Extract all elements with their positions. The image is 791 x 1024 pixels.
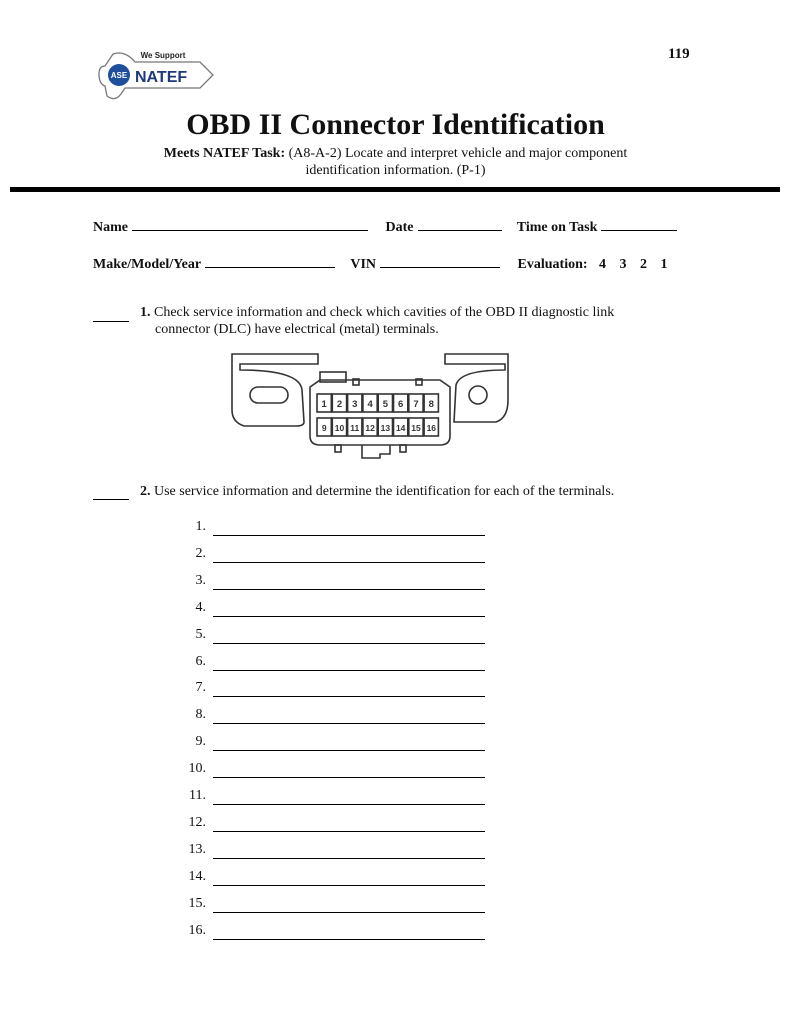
terminal-answer-line[interactable] [213,939,485,940]
connector-pin-number: 9 [321,423,327,433]
connector-pin-number: 3 [352,399,358,410]
connector-pin-number: 11 [350,423,360,433]
logo-tagline: We Support [140,51,186,60]
time-on-task-label: Time on Task [516,220,598,235]
terminal-answer-line[interactable] [213,696,485,697]
task-text: (A8-A-2) Locate and interpret vehicle and major component [288,146,628,161]
step-1-line-2: connector (DLC) have electrical (metal) terminals. [155,322,439,337]
task-label: Meets NATEF Task: [163,146,286,161]
terminal-answer-line[interactable] [213,723,485,724]
vehicle-row [93,253,668,273]
terminal-number: 8. [195,707,206,723]
date-field[interactable] [418,216,502,231]
terminal-number: 7. [195,680,206,696]
terminal-number: 9. [195,734,206,750]
vin-label: VIN [350,257,377,272]
task-line-2: identification information. (P-1) [305,163,486,178]
vin-field[interactable] [380,253,500,268]
step-1-number: 1. [140,305,151,320]
date-label: Date [385,220,414,235]
terminal-answer-line[interactable] [213,885,485,886]
score-2[interactable]: 2 [640,257,648,272]
score-3[interactable]: 3 [619,257,627,272]
terminal-answer-line[interactable] [213,804,485,805]
terminal-number: 3. [195,572,206,588]
terminal-number: 6. [195,653,206,669]
step-2-text: Use service information and determine the identification for each of the terminals. [154,484,615,499]
step-2-line-1 [140,484,614,500]
evaluation-label: Evaluation: [517,257,588,272]
terminal-number: 11. [189,788,206,803]
step-1-line-1 [140,305,614,321]
step-2-check-blank[interactable] [93,499,129,500]
terminal-number: 15. [188,895,206,911]
connector-pin-number: 6 [398,399,404,410]
step-2-number: 2. [140,484,151,499]
terminal-number: 1. [195,519,206,534]
score-1[interactable]: 1 [660,257,668,272]
terminal-number: 2. [195,545,206,561]
logo-brand: NATEF [135,69,188,86]
connector-pin-number: 12 [365,423,375,433]
step-1-text: Check service information and check which cavities of the OBD II diagnostic link [154,305,615,320]
name-label: Name [93,220,128,235]
terminal-answer-line[interactable] [213,589,485,590]
terminal-answer-line[interactable] [213,750,485,751]
time-on-task-field[interactable] [601,216,677,231]
ase-badge-text: ASE [110,71,128,80]
make-model-year-field[interactable] [205,253,335,268]
step-1-check-blank[interactable] [93,321,129,322]
name-field[interactable] [132,216,368,231]
terminal-answer-line[interactable] [213,616,485,617]
terminal-answer-line[interactable] [213,912,485,913]
terminal-number: 16. [188,922,206,938]
page-number: 119 [668,46,690,62]
name-row [93,216,677,236]
make-model-year-label: Make/Model/Year [93,257,202,272]
task-line-1 [0,146,791,162]
connector-pin-number: 8 [428,399,434,410]
connector-pin-number: 15 [411,423,421,433]
terminal-answer-line[interactable] [213,831,485,832]
connector-pin-number: 13 [380,423,391,433]
connector-pin-number: 4 [367,399,373,410]
divider [10,187,780,192]
terminal-answer-line[interactable] [213,562,485,563]
natef-logo [95,44,220,106]
connector-pin-number: 1 [321,399,327,410]
terminal-number: 12. [188,814,206,830]
terminal-number: 14. [188,868,206,884]
connector-pin-number: 7 [413,399,419,410]
terminal-answer-line[interactable] [213,858,485,859]
terminal-number: 4. [195,599,206,615]
terminal-number: 13. [188,841,206,857]
connector-pin-number: 16 [426,423,437,433]
terminal-number: 5. [195,626,206,642]
score-4[interactable]: 4 [599,257,607,272]
connector-pin-number: 5 [382,399,389,410]
page-title: OBD II Connector Identification [186,108,605,141]
connector-pin-number: 14 [395,423,406,433]
connector-pin-number: 2 [336,399,343,410]
terminal-answer-line[interactable] [213,535,485,536]
terminal-answer-line[interactable] [213,670,485,671]
terminal-number: 10. [188,761,206,777]
obd-connector-diagram [220,350,520,475]
terminal-answer-line[interactable] [213,777,485,778]
connector-pin-number: 10 [334,423,345,433]
terminal-answer-line[interactable] [213,643,485,644]
